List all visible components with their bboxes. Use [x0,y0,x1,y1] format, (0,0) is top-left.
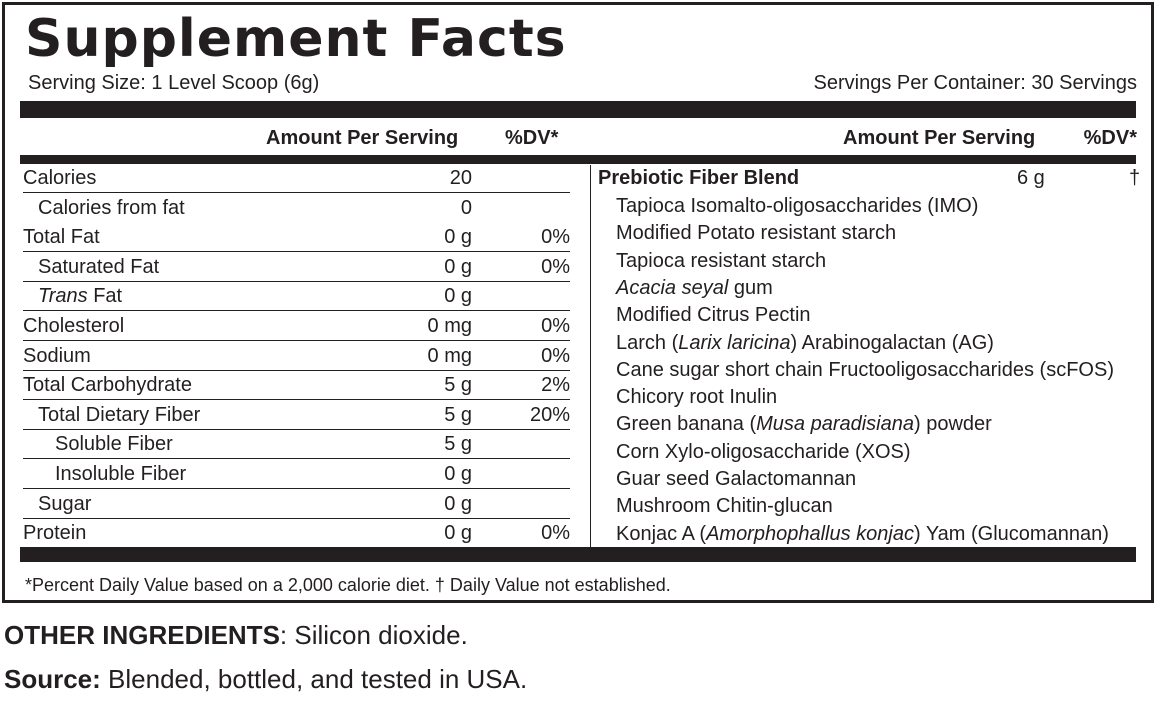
blend-ingredient-latin-name: Musa paradisiana [756,413,914,436]
nutrient-name: Soluble Fiber [55,433,173,456]
nutrient-name: Calories [23,167,97,189]
blend-ingredient-text: Tapioca Isomalto-oligosaccharides (IMO) [616,195,979,217]
nutrient-row [23,342,570,371]
blend-ingredient [616,275,773,302]
nutrient-amount: 0 mg [427,315,472,337]
source-label: Source: [4,664,101,694]
nutrient-name: Total Fat [23,226,100,249]
nutrient-amount: 5 g [444,433,472,456]
blend-ingredient-text: Guar seed Galactomannan [616,468,857,490]
nutrient-name: Total Carbohydrate [23,374,192,397]
column-divider [590,165,591,547]
supplement-facts-panel [2,2,1154,603]
panel-title: Supplement Facts [25,9,567,69]
nutrient-name: Total Dietary Fiber [38,403,201,426]
blend-ingredient-text: Tapioca resistant starch [616,249,827,272]
blend-ingredient [616,493,833,520]
nutrient-amount: 5 g [444,374,472,397]
nutrient-dv: 0% [541,255,570,278]
bottom-thick-rule [20,547,1136,562]
nutrient-row [23,519,570,548]
nutrient-row [23,164,570,193]
nutrient-amount: 20 [449,167,472,189]
other-ingredients-label: OTHER INGREDIENTS [4,620,280,650]
blend-ingredient-text: ) powder [913,413,992,436]
blend-ingredient-latin-name: Amorphophallus konjac [706,522,914,545]
blend-ingredient-text: Modified Citrus Pectin [616,304,811,327]
footnote: *Percent Daily Value based on a 2,000 calorie diet. † Daily Value not established. [25,575,671,595]
nutrient-name: Protein [23,522,87,545]
nutrient-dv: 0% [541,344,570,367]
other-ingredients-text: : Silicon dioxide. [279,620,468,650]
header-rule [20,155,1136,164]
nutrient-row [23,312,570,341]
nutrient-row [23,194,570,223]
blend-ingredient [616,521,1109,548]
blend-ingredient [616,330,994,357]
other-ingredients [4,617,468,653]
blend-ingredient [616,384,777,411]
nutrient-amount: 0 g [444,255,472,278]
blend-ingredient-text: Chicory root Inulin [616,386,778,409]
nutrient-amount: 5 g [444,403,472,426]
blend-ingredient-text: ) Arabinogalactan (AG) [790,331,994,354]
left-amount-header: Amount Per Serving [266,127,459,149]
blend-ingredient-text: Konjac A ( [616,522,707,545]
nutrient-dv: 2% [541,374,570,397]
blend-ingredient [616,439,911,466]
nutrient-amount: 0 [460,196,472,219]
blend-ingredient-text: Modified Potato resistant starch [616,222,897,245]
nutrient-name-rest: Fat [87,285,123,308]
blend-ingredient [616,411,992,438]
top-thick-rule [20,101,1136,118]
nutrient-dv: 0% [541,315,570,337]
right-amount-header: Amount Per Serving [843,127,1036,149]
nutrient-row [23,401,570,430]
nutrient-name-italic: Trans [38,285,88,308]
source-text: Blended, bottled, and tested in USA. [100,664,528,694]
nutrient-row [23,371,570,400]
blend-ingredient-text: Larch ( [616,331,679,354]
blend-ingredient [616,466,856,493]
nutrient-row [23,223,570,252]
blend-ingredient-text: Cane sugar short chain Fructooligosaccharides (scFOS) [616,358,1114,381]
blend-ingredient [616,302,811,329]
nutrient-name: Saturated Fat [38,255,160,278]
blend-ingredient-text: ) Yam (Glucomannan) [913,522,1109,545]
blend-ingredient [616,193,978,220]
nutrient-amount: 0 g [444,522,472,545]
left-dv-header: %DV* [505,127,559,149]
blend-ingredient-text: Corn Xylo-oligosaccharide (XOS) [616,440,911,463]
nutrient-dv: 0% [541,522,570,545]
nutrient-name: Sugar [38,492,92,515]
nutrient-name: Cholesterol [23,315,125,337]
blend-ingredient-text: gum [728,276,773,299]
blend-ingredient [616,357,1114,384]
blend-dv: † [1129,167,1141,189]
nutrient-name: Insoluble Fiber [55,463,187,485]
nutrient-amount: 0 g [444,492,472,515]
source-statement [4,661,527,697]
blend-ingredient [616,220,896,247]
blend-name: Prebiotic Fiber Blend [598,167,800,189]
nutrient-amount: 0 mg [427,344,472,367]
blend-ingredient-text: Green banana ( [616,413,757,436]
nutrient-amount: 0 g [444,226,472,249]
nutrient-row [23,490,570,519]
blend-amount: 6 g [1017,167,1045,189]
blend-ingredient-latin-name: Acacia seyal [616,276,729,299]
nutrient-row [23,282,570,311]
serving-size: Serving Size: 1 Level Scoop (6g) [28,72,320,94]
blend-ingredient-text: Mushroom Chitin-glucan [616,495,833,518]
nutrient-dv: 20% [529,403,570,426]
nutrient-amount: 0 g [444,285,472,308]
nutrient-name: Sodium [23,344,91,367]
blend-ingredient-latin-name: Larix laricina [678,331,791,354]
blend-ingredient [616,248,826,275]
right-dv-header: %DV* [1083,127,1137,149]
nutrient-dv: 0% [541,226,570,249]
nutrient-row [23,253,570,282]
servings-per-container: Servings Per Container: 30 Servings [813,72,1137,94]
nutrient-row [23,460,570,489]
nutrient-amount: 0 g [444,463,472,485]
nutrient-name [38,282,122,311]
nutrient-name: Calories from fat [38,196,185,219]
nutrient-row [23,430,570,459]
